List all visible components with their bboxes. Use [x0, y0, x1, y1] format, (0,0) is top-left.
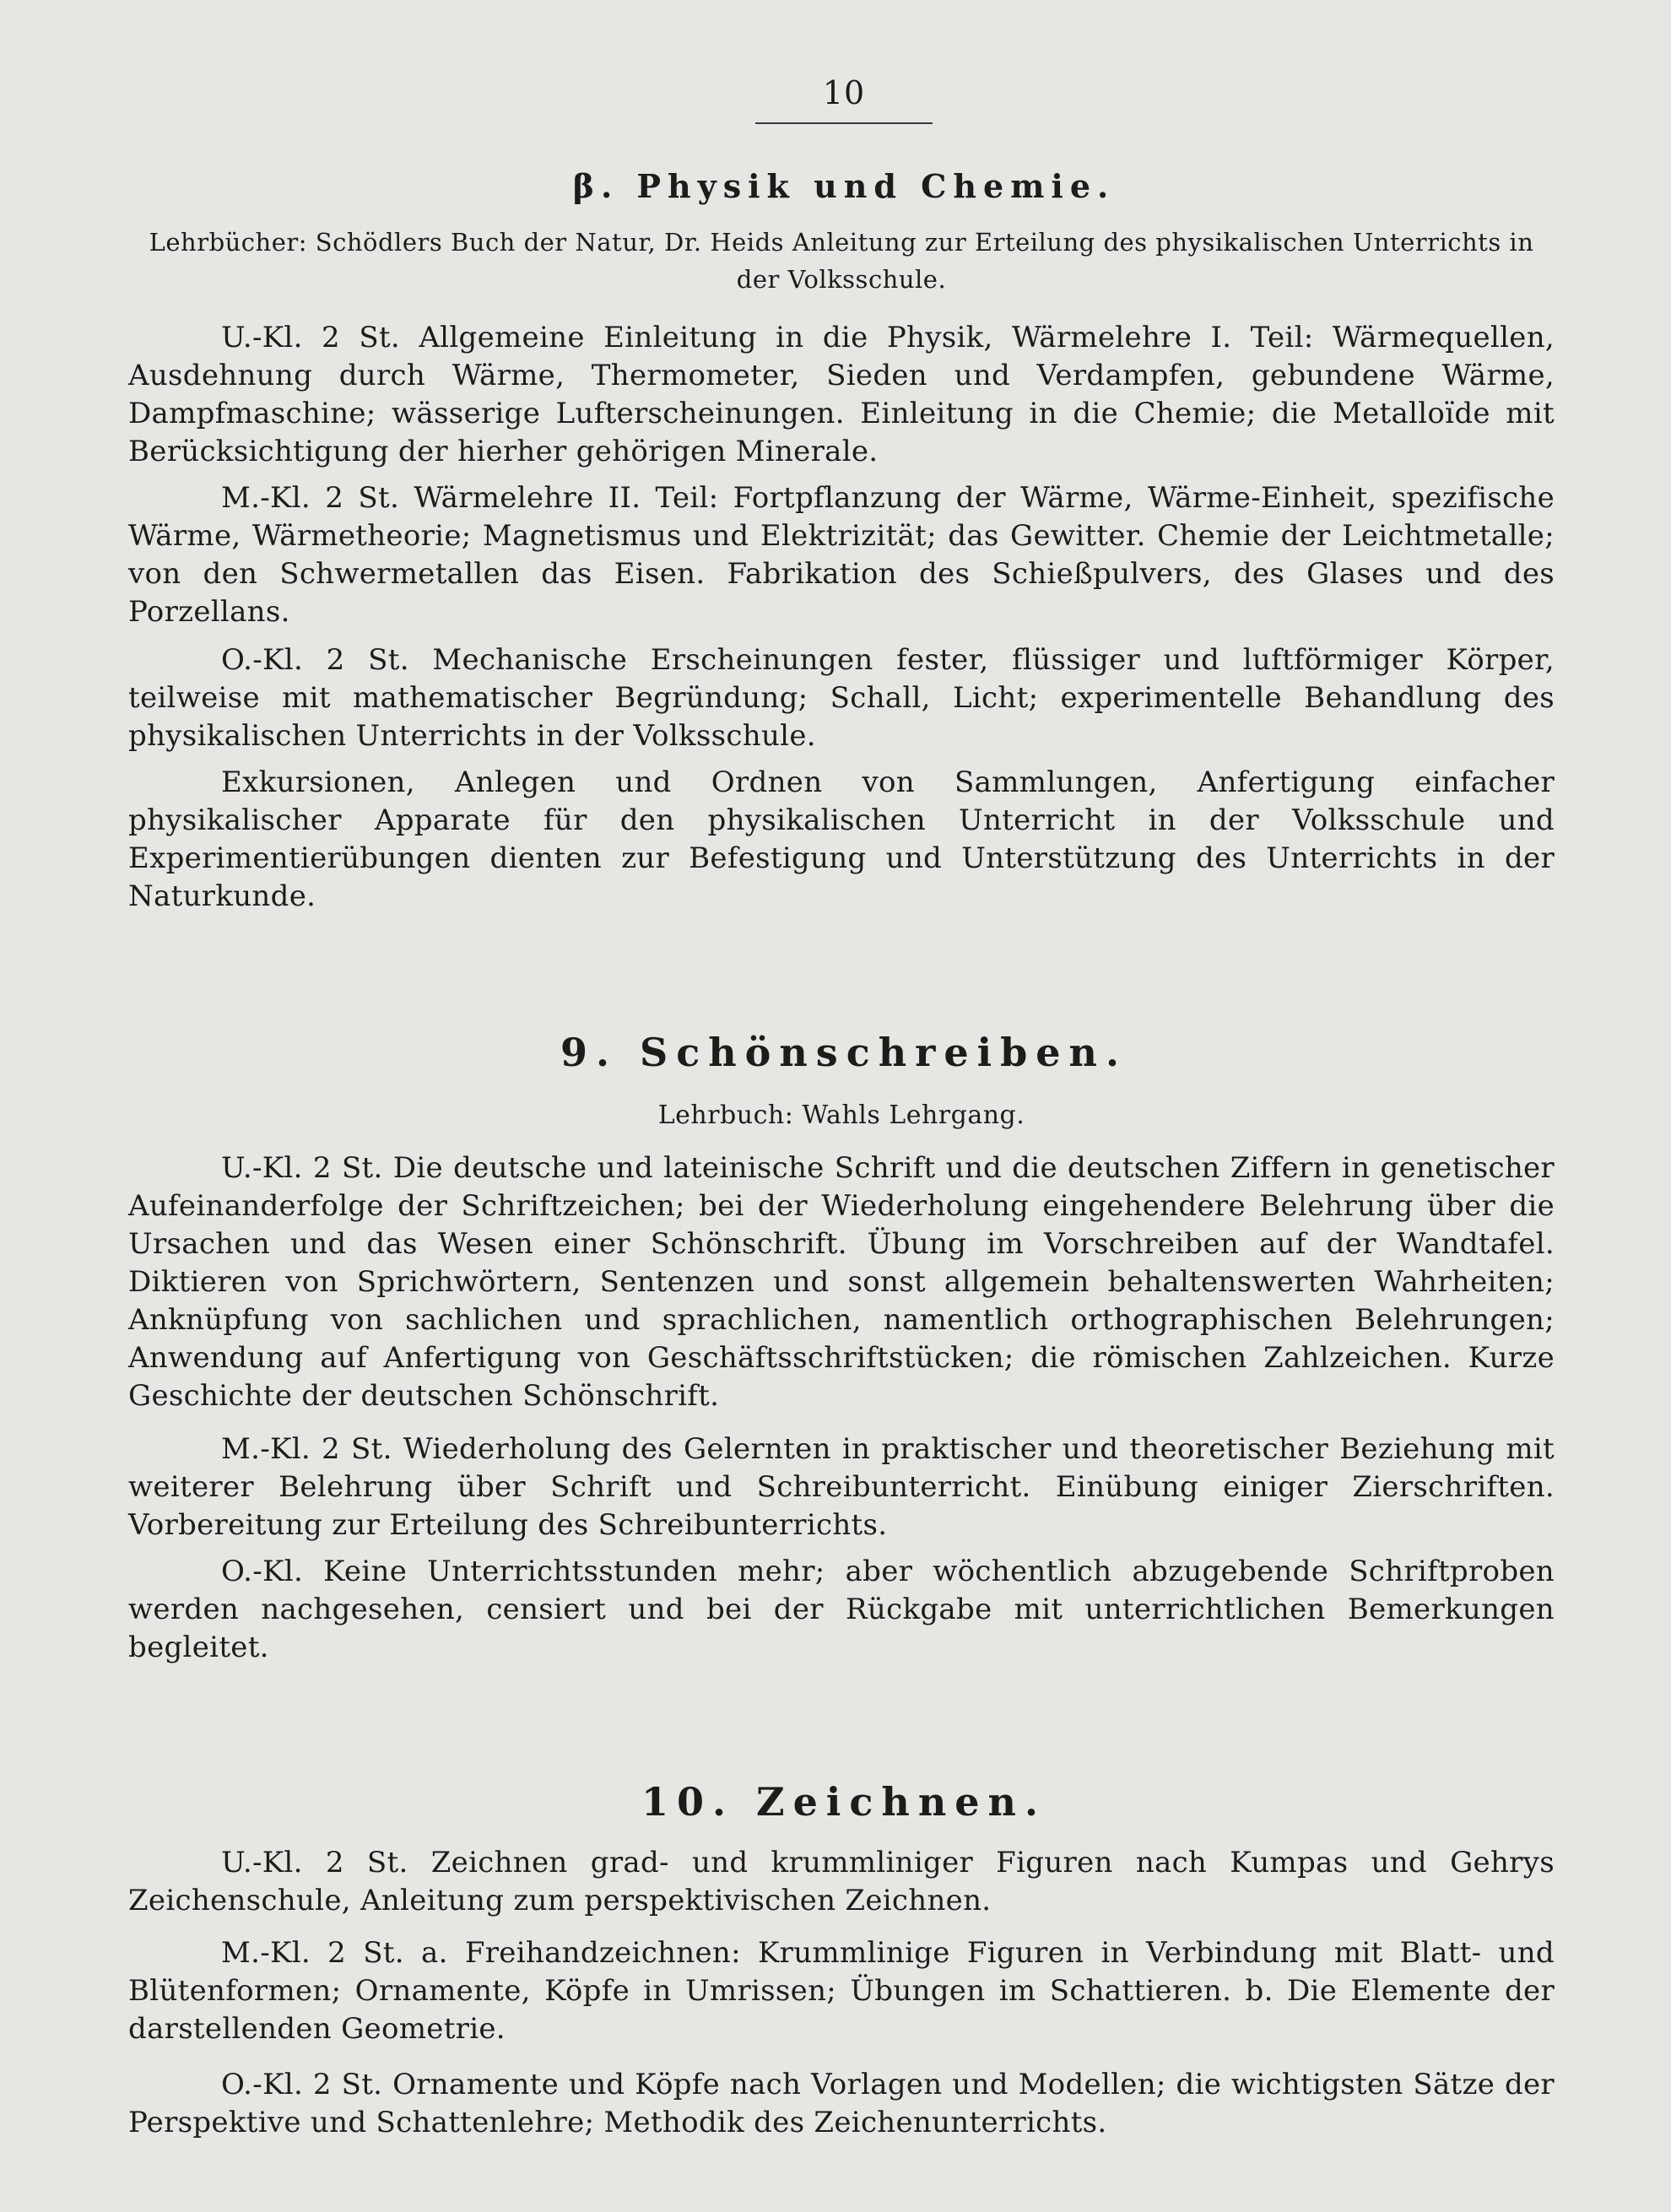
- penmanship-middle-class-paragraph: M.-Kl. 2 St. Wiederholung des Gelernten in praktischer und theoretischer Beziehung mit weiterer Belehrung über Schrift und Schreibunterricht. Einübung einiger Zierschriften. Vorbereitung zur Erteilung des Schreibunterrichts.: [128, 1432, 1555, 1542]
- physics-middle-class-paragraph: M.-Kl. 2 St. Wärmelehre II. Teil: Fortpflanzung der Wärme, Wärme-Einheit, spezifische Wärme, Wärmetheorie; Magnetismus und Elektrizität; das Gewitter. Chemie der Leichtmetalle; von den Schwermetallen das Eisen. Fabrikation des Schießpulvers, des Glases und des Porzellans.: [128, 481, 1555, 629]
- physics-textbooks-line: Lehrbücher: Schödlers Buch der Natur, Dr. Heids Anleitung zur Erteilung des physikalischen Unterrichts in der Volksschule.: [149, 228, 1534, 294]
- page-number-rule: [755, 122, 933, 124]
- physics-upper-class-paragraph: O.-Kl. 2 St. Mechanische Erscheinungen fester, flüssiger und luftförmiger Körper, teilweise mit mathematischer Begründung; Schall, Licht; experimentelle Behandlung des physikalischen Unterrichts in der Volksschule.: [128, 643, 1555, 753]
- drawing-middle-class-paragraph: M.-Kl. 2 St. a. Freihandzeichnen: Krummlinige Figuren in Verbindung mit Blatt- und Blütenformen; Ornamente, Köpfe in Umrissen; Übungen im Schattieren. b. Die Elemente der darstellenden Geometrie.: [128, 1936, 1555, 2046]
- penmanship-heading: 9. Schönschreiben.: [560, 1030, 1128, 1075]
- drawing-upper-class-paragraph: O.-Kl. 2 St. Ornamente und Köpfe nach Vorlagen und Modellen; die wichtigsten Sätze der Perspektive und Schattenlehre; Methodik des Zeichenunterrichts.: [128, 2068, 1555, 2139]
- physics-lower-class-paragraph: U.-Kl. 2 St. Allgemeine Einleitung in die Physik, Wärmelehre I. Teil: Wärmequellen, Ausdehnung durch Wärme, Thermometer, Sieden und Verdampfen, gebundene Wärme, Dampfmaschine; wässerige Lufterscheinungen. Einleitung in die Chemie; die Metalloïde mit Berücksichtigung der hierher gehörigen Minerale.: [128, 321, 1555, 468]
- penmanship-textbook-line: Lehrbuch: Wahls Lehrgang.: [657, 1101, 1025, 1130]
- physics-excursions-paragraph: Exkursionen, Anlegen und Ordnen von Sammlungen, Anfertigung einfacher physikalischer Apparate für den physikalischen Unterricht in der Volksschule und Experimentierübungen dienten zur Befestigung und Unterstützung des Unterrichts in der Naturkunde.: [128, 765, 1555, 913]
- page-number: 10: [822, 74, 866, 111]
- penmanship-lower-class-paragraph: U.-Kl. 2 St. Die deutsche und lateinische Schrift und die deutschen Ziffern in genetischer Aufeinanderfolge der Schriftzeichen; bei der Wiederholung eingehendere Belehrung über die Ursachen und das Wesen einer Schönschrift. Übung im Vorschreiben auf der Wandtafel. Diktieren von Sprichwörtern, Sentenzen und sonst allgemein behaltenswerten Wahrheiten; Anknüpfung von sachlichen und sprachlichen, namentlich orthographischen Belehrungen; Anwendung auf Anfertigung von Geschäftsschriftstücken; die römischen Zahlzeichen. Kurze Geschichte der deutschen Schönschrift.: [128, 1151, 1555, 1413]
- physics-chemistry-heading: β. Physik und Chemie.: [572, 167, 1116, 205]
- penmanship-upper-class-paragraph: O.-Kl. Keine Unterrichtsstunden mehr; aber wöchentlich abzugebende Schriftproben werden nachgesehen, censiert und bei der Rückgabe mit unterrichtlichen Bemerkungen begleitet.: [128, 1555, 1555, 1664]
- drawing-lower-class-paragraph: U.-Kl. 2 St. Zeichnen grad- und krummliniger Figuren nach Kumpas und Gehrys Zeichenschule, Anleitung zum perspektivischen Zeichnen.: [128, 1846, 1555, 1917]
- drawing-heading: 10. Zeichnen.: [641, 1779, 1046, 1825]
